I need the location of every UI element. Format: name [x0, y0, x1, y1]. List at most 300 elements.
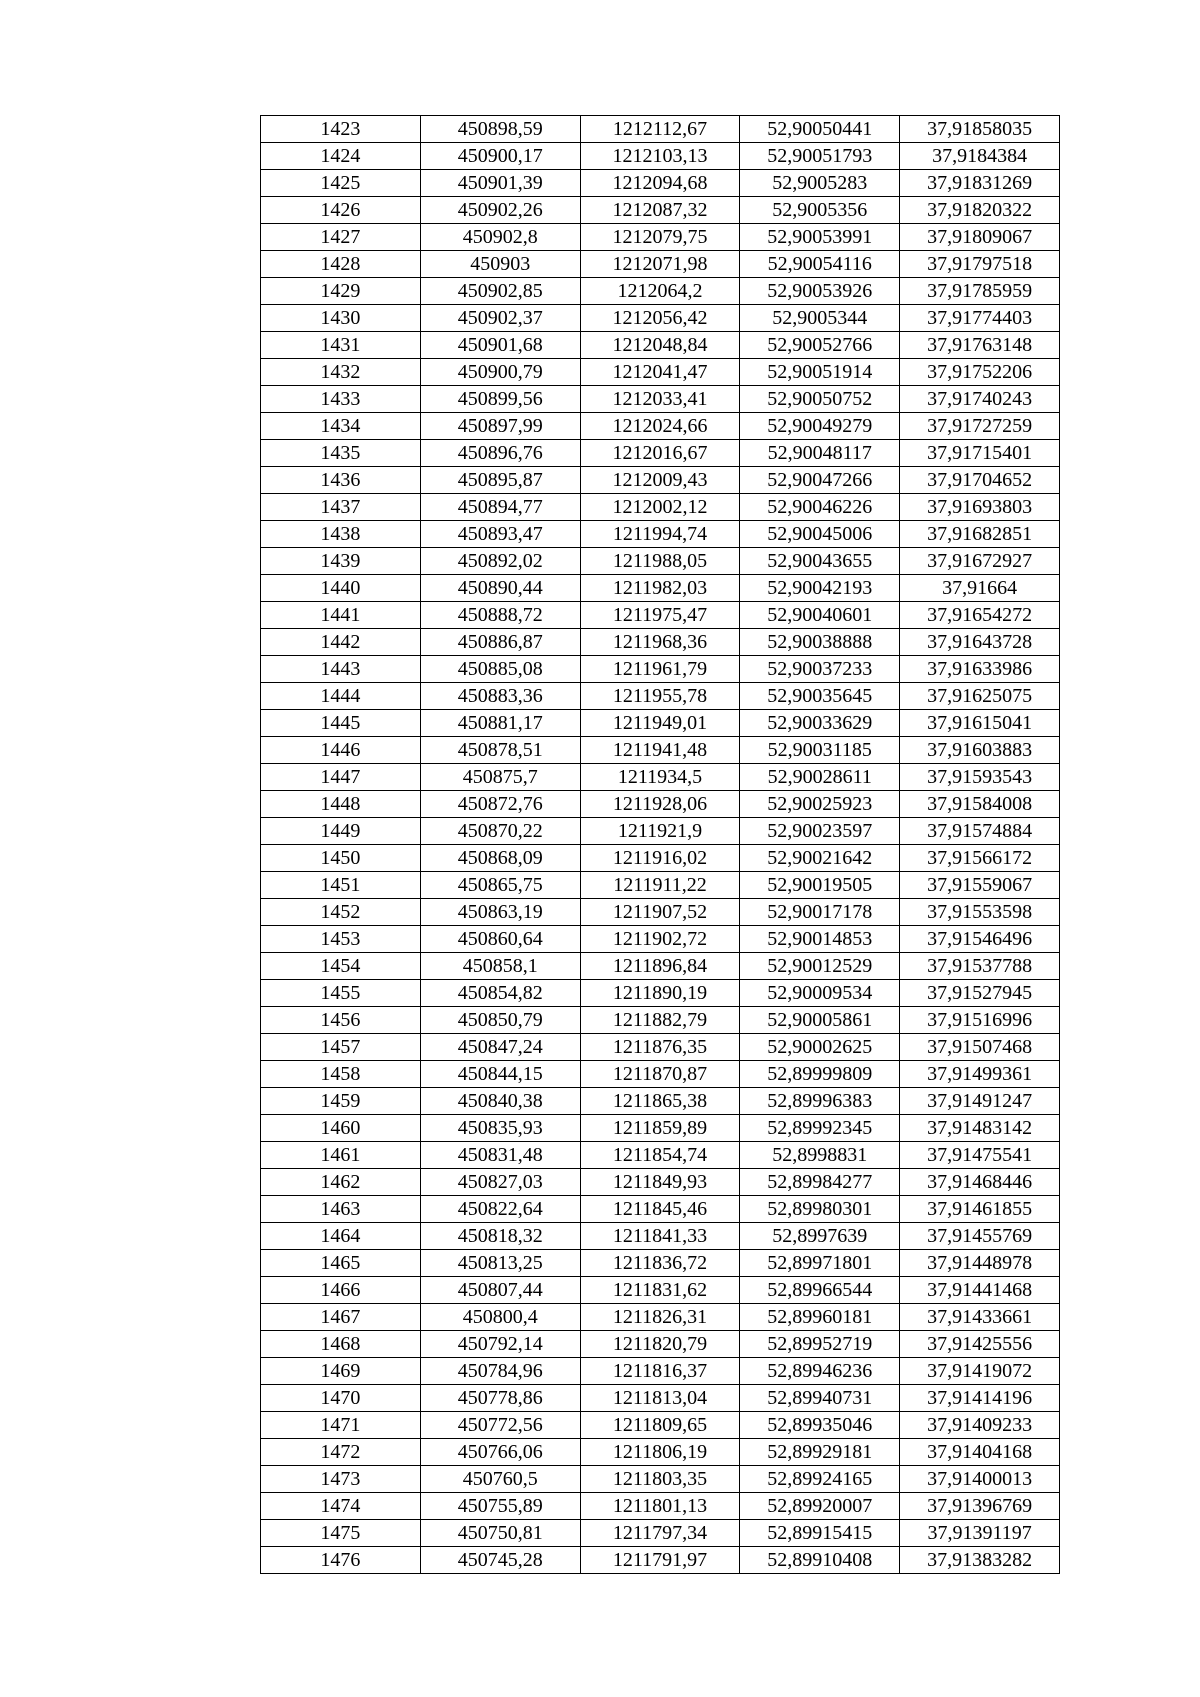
- y-coordinate-cell: 1211797,34: [580, 1520, 740, 1547]
- table-row: [261, 926, 1060, 953]
- point-number-cell: 1470: [261, 1385, 421, 1412]
- longitude-cell: 37,91553598: [900, 899, 1060, 926]
- point-number-cell: 1469: [261, 1358, 421, 1385]
- y-coordinate-cell: 1212041,47: [580, 359, 740, 386]
- latitude-cell: 52,90049279: [740, 413, 900, 440]
- latitude-cell: 52,9005283: [740, 170, 900, 197]
- longitude-cell: 37,91584008: [900, 791, 1060, 818]
- table-row: [261, 899, 1060, 926]
- point-number-cell: 1456: [261, 1007, 421, 1034]
- table-row: [261, 278, 1060, 305]
- latitude-cell: 52,90035645: [740, 683, 900, 710]
- point-number-cell: 1435: [261, 440, 421, 467]
- y-coordinate-cell: 1211982,03: [580, 575, 740, 602]
- latitude-cell: 52,90009534: [740, 980, 900, 1007]
- point-number-cell: 1458: [261, 1061, 421, 1088]
- latitude-cell: 52,90031185: [740, 737, 900, 764]
- y-coordinate-cell: 1211907,52: [580, 899, 740, 926]
- longitude-cell: 37,91603883: [900, 737, 1060, 764]
- y-coordinate-cell: 1211876,35: [580, 1034, 740, 1061]
- x-coordinate-cell: 450807,44: [420, 1277, 580, 1304]
- latitude-cell: 52,89960181: [740, 1304, 900, 1331]
- point-number-cell: 1439: [261, 548, 421, 575]
- x-coordinate-cell: 450885,08: [420, 656, 580, 683]
- x-coordinate-cell: 450840,38: [420, 1088, 580, 1115]
- point-number-cell: 1437: [261, 494, 421, 521]
- y-coordinate-cell: 1211902,72: [580, 926, 740, 953]
- latitude-cell: 52,90021642: [740, 845, 900, 872]
- point-number-cell: 1449: [261, 818, 421, 845]
- x-coordinate-cell: 450860,64: [420, 926, 580, 953]
- point-number-cell: 1475: [261, 1520, 421, 1547]
- latitude-cell: 52,90043655: [740, 548, 900, 575]
- y-coordinate-cell: 1212002,12: [580, 494, 740, 521]
- point-number-cell: 1445: [261, 710, 421, 737]
- longitude-cell: 37,91441468: [900, 1277, 1060, 1304]
- point-number-cell: 1450: [261, 845, 421, 872]
- latitude-cell: 52,90012529: [740, 953, 900, 980]
- point-number-cell: 1473: [261, 1466, 421, 1493]
- table-row: [261, 359, 1060, 386]
- latitude-cell: 52,90025923: [740, 791, 900, 818]
- y-coordinate-cell: 1212071,98: [580, 251, 740, 278]
- y-coordinate-cell: 1212056,42: [580, 305, 740, 332]
- x-coordinate-cell: 450895,87: [420, 467, 580, 494]
- table-row: [261, 305, 1060, 332]
- table-row: [261, 953, 1060, 980]
- latitude-cell: 52,8998831: [740, 1142, 900, 1169]
- latitude-cell: 52,90053926: [740, 278, 900, 305]
- latitude-cell: 52,90051914: [740, 359, 900, 386]
- longitude-cell: 37,91740243: [900, 386, 1060, 413]
- x-coordinate-cell: 450813,25: [420, 1250, 580, 1277]
- table-row: [261, 1466, 1060, 1493]
- y-coordinate-cell: 1211803,35: [580, 1466, 740, 1493]
- x-coordinate-cell: 450902,8: [420, 224, 580, 251]
- point-number-cell: 1441: [261, 602, 421, 629]
- table-row: [261, 980, 1060, 1007]
- x-coordinate-cell: 450755,89: [420, 1493, 580, 1520]
- latitude-cell: 52,90019505: [740, 872, 900, 899]
- y-coordinate-cell: 1212087,32: [580, 197, 740, 224]
- point-number-cell: 1429: [261, 278, 421, 305]
- longitude-cell: 37,91693803: [900, 494, 1060, 521]
- point-number-cell: 1428: [261, 251, 421, 278]
- x-coordinate-cell: 450835,93: [420, 1115, 580, 1142]
- point-number-cell: 1462: [261, 1169, 421, 1196]
- point-number-cell: 1436: [261, 467, 421, 494]
- x-coordinate-cell: 450890,44: [420, 575, 580, 602]
- y-coordinate-cell: 1211941,48: [580, 737, 740, 764]
- latitude-cell: 52,90038888: [740, 629, 900, 656]
- table-row: [261, 818, 1060, 845]
- latitude-cell: 52,89929181: [740, 1439, 900, 1466]
- latitude-cell: 52,89992345: [740, 1115, 900, 1142]
- y-coordinate-cell: 1211813,04: [580, 1385, 740, 1412]
- x-coordinate-cell: 450894,77: [420, 494, 580, 521]
- y-coordinate-cell: 1211961,79: [580, 656, 740, 683]
- y-coordinate-cell: 1211994,74: [580, 521, 740, 548]
- latitude-cell: 52,8997639: [740, 1223, 900, 1250]
- coordinates-table-body: [261, 116, 1060, 1574]
- y-coordinate-cell: 1212079,75: [580, 224, 740, 251]
- y-coordinate-cell: 1211816,37: [580, 1358, 740, 1385]
- table-row: [261, 1142, 1060, 1169]
- y-coordinate-cell: 1211911,22: [580, 872, 740, 899]
- point-number-cell: 1443: [261, 656, 421, 683]
- y-coordinate-cell: 1212094,68: [580, 170, 740, 197]
- y-coordinate-cell: 1212064,2: [580, 278, 740, 305]
- point-number-cell: 1459: [261, 1088, 421, 1115]
- table-row: [261, 170, 1060, 197]
- y-coordinate-cell: 1211896,84: [580, 953, 740, 980]
- x-coordinate-cell: 450900,79: [420, 359, 580, 386]
- longitude-cell: 37,91643728: [900, 629, 1060, 656]
- longitude-cell: 37,91763148: [900, 332, 1060, 359]
- x-coordinate-cell: 450883,36: [420, 683, 580, 710]
- latitude-cell: 52,90045006: [740, 521, 900, 548]
- longitude-cell: 37,91433661: [900, 1304, 1060, 1331]
- x-coordinate-cell: 450778,86: [420, 1385, 580, 1412]
- longitude-cell: 37,91546496: [900, 926, 1060, 953]
- longitude-cell: 37,91858035: [900, 116, 1060, 143]
- x-coordinate-cell: 450750,81: [420, 1520, 580, 1547]
- table-row: [261, 440, 1060, 467]
- latitude-cell: 52,90054116: [740, 251, 900, 278]
- point-number-cell: 1427: [261, 224, 421, 251]
- x-coordinate-cell: 450901,39: [420, 170, 580, 197]
- longitude-cell: 37,91752206: [900, 359, 1060, 386]
- table-row: [261, 710, 1060, 737]
- x-coordinate-cell: 450899,56: [420, 386, 580, 413]
- table-row: [261, 494, 1060, 521]
- point-number-cell: 1463: [261, 1196, 421, 1223]
- latitude-cell: 52,90050441: [740, 116, 900, 143]
- table-row: [261, 1439, 1060, 1466]
- y-coordinate-cell: 1212112,67: [580, 116, 740, 143]
- longitude-cell: 37,91516996: [900, 1007, 1060, 1034]
- x-coordinate-cell: 450822,64: [420, 1196, 580, 1223]
- table-row: [261, 1493, 1060, 1520]
- x-coordinate-cell: 450844,15: [420, 1061, 580, 1088]
- longitude-cell: 37,91625075: [900, 683, 1060, 710]
- latitude-cell: 52,90050752: [740, 386, 900, 413]
- longitude-cell: 37,91425556: [900, 1331, 1060, 1358]
- point-number-cell: 1476: [261, 1547, 421, 1574]
- table-row: [261, 521, 1060, 548]
- x-coordinate-cell: 450850,79: [420, 1007, 580, 1034]
- table-row: [261, 548, 1060, 575]
- latitude-cell: 52,90053991: [740, 224, 900, 251]
- y-coordinate-cell: 1211836,72: [580, 1250, 740, 1277]
- point-number-cell: 1467: [261, 1304, 421, 1331]
- table-row: [261, 1169, 1060, 1196]
- y-coordinate-cell: 1212033,41: [580, 386, 740, 413]
- table-row: [261, 1304, 1060, 1331]
- latitude-cell: 52,89952719: [740, 1331, 900, 1358]
- latitude-cell: 52,90040601: [740, 602, 900, 629]
- point-number-cell: 1461: [261, 1142, 421, 1169]
- point-number-cell: 1430: [261, 305, 421, 332]
- longitude-cell: 37,91633986: [900, 656, 1060, 683]
- x-coordinate-cell: 450900,17: [420, 143, 580, 170]
- longitude-cell: 37,91483142: [900, 1115, 1060, 1142]
- latitude-cell: 52,9005344: [740, 305, 900, 332]
- longitude-cell: 37,91559067: [900, 872, 1060, 899]
- x-coordinate-cell: 450800,4: [420, 1304, 580, 1331]
- latitude-cell: 52,89920007: [740, 1493, 900, 1520]
- longitude-cell: 37,91727259: [900, 413, 1060, 440]
- latitude-cell: 52,90048117: [740, 440, 900, 467]
- point-number-cell: 1460: [261, 1115, 421, 1142]
- y-coordinate-cell: 1212048,84: [580, 332, 740, 359]
- table-row: [261, 575, 1060, 602]
- longitude-cell: 37,91672927: [900, 548, 1060, 575]
- longitude-cell: 37,91537788: [900, 953, 1060, 980]
- table-row: [261, 791, 1060, 818]
- table-row: [261, 656, 1060, 683]
- longitude-cell: 37,91809067: [900, 224, 1060, 251]
- table-row: [261, 1007, 1060, 1034]
- x-coordinate-cell: 450886,87: [420, 629, 580, 656]
- longitude-cell: 37,91391197: [900, 1520, 1060, 1547]
- y-coordinate-cell: 1211841,33: [580, 1223, 740, 1250]
- y-coordinate-cell: 1211968,36: [580, 629, 740, 656]
- y-coordinate-cell: 1211865,38: [580, 1088, 740, 1115]
- x-coordinate-cell: 450858,1: [420, 953, 580, 980]
- table-row: [261, 1520, 1060, 1547]
- latitude-cell: 52,89999809: [740, 1061, 900, 1088]
- longitude-cell: 37,91820322: [900, 197, 1060, 224]
- table-row: [261, 386, 1060, 413]
- y-coordinate-cell: 1211826,31: [580, 1304, 740, 1331]
- point-number-cell: 1452: [261, 899, 421, 926]
- x-coordinate-cell: 450897,99: [420, 413, 580, 440]
- point-number-cell: 1468: [261, 1331, 421, 1358]
- latitude-cell: 52,89915415: [740, 1520, 900, 1547]
- table-row: [261, 1034, 1060, 1061]
- point-number-cell: 1472: [261, 1439, 421, 1466]
- y-coordinate-cell: 1211820,79: [580, 1331, 740, 1358]
- point-number-cell: 1442: [261, 629, 421, 656]
- point-number-cell: 1465: [261, 1250, 421, 1277]
- y-coordinate-cell: 1211831,62: [580, 1277, 740, 1304]
- latitude-cell: 52,89984277: [740, 1169, 900, 1196]
- table-row: [261, 1196, 1060, 1223]
- latitude-cell: 52,90047266: [740, 467, 900, 494]
- table-row: [261, 1223, 1060, 1250]
- latitude-cell: 52,89924165: [740, 1466, 900, 1493]
- point-number-cell: 1474: [261, 1493, 421, 1520]
- x-coordinate-cell: 450865,75: [420, 872, 580, 899]
- longitude-cell: 37,91831269: [900, 170, 1060, 197]
- x-coordinate-cell: 450863,19: [420, 899, 580, 926]
- y-coordinate-cell: 1211988,05: [580, 548, 740, 575]
- x-coordinate-cell: 450831,48: [420, 1142, 580, 1169]
- longitude-cell: 37,9184384: [900, 143, 1060, 170]
- point-number-cell: 1453: [261, 926, 421, 953]
- point-number-cell: 1466: [261, 1277, 421, 1304]
- point-number-cell: 1425: [261, 170, 421, 197]
- table-row: [261, 1385, 1060, 1412]
- latitude-cell: 52,90005861: [740, 1007, 900, 1034]
- x-coordinate-cell: 450868,09: [420, 845, 580, 872]
- latitude-cell: 52,89935046: [740, 1412, 900, 1439]
- y-coordinate-cell: 1212016,67: [580, 440, 740, 467]
- y-coordinate-cell: 1211849,93: [580, 1169, 740, 1196]
- y-coordinate-cell: 1211921,9: [580, 818, 740, 845]
- y-coordinate-cell: 1211934,5: [580, 764, 740, 791]
- y-coordinate-cell: 1211859,89: [580, 1115, 740, 1142]
- table-row: [261, 467, 1060, 494]
- y-coordinate-cell: 1211928,06: [580, 791, 740, 818]
- longitude-cell: 37,91491247: [900, 1088, 1060, 1115]
- table-row: [261, 683, 1060, 710]
- longitude-cell: 37,91455769: [900, 1223, 1060, 1250]
- point-number-cell: 1464: [261, 1223, 421, 1250]
- longitude-cell: 37,91400013: [900, 1466, 1060, 1493]
- x-coordinate-cell: 450784,96: [420, 1358, 580, 1385]
- table-row: [261, 737, 1060, 764]
- point-number-cell: 1440: [261, 575, 421, 602]
- longitude-cell: 37,91774403: [900, 305, 1060, 332]
- y-coordinate-cell: 1211890,19: [580, 980, 740, 1007]
- point-number-cell: 1471: [261, 1412, 421, 1439]
- latitude-cell: 52,90052766: [740, 332, 900, 359]
- longitude-cell: 37,91409233: [900, 1412, 1060, 1439]
- longitude-cell: 37,91404168: [900, 1439, 1060, 1466]
- point-number-cell: 1454: [261, 953, 421, 980]
- point-number-cell: 1451: [261, 872, 421, 899]
- table-row: [261, 1547, 1060, 1574]
- point-number-cell: 1448: [261, 791, 421, 818]
- latitude-cell: 52,89996383: [740, 1088, 900, 1115]
- y-coordinate-cell: 1212009,43: [580, 467, 740, 494]
- point-number-cell: 1426: [261, 197, 421, 224]
- longitude-cell: 37,91574884: [900, 818, 1060, 845]
- x-coordinate-cell: 450818,32: [420, 1223, 580, 1250]
- y-coordinate-cell: 1211791,97: [580, 1547, 740, 1574]
- x-coordinate-cell: 450888,72: [420, 602, 580, 629]
- longitude-cell: 37,91468446: [900, 1169, 1060, 1196]
- longitude-cell: 37,91682851: [900, 521, 1060, 548]
- table-row: [261, 224, 1060, 251]
- x-coordinate-cell: 450898,59: [420, 116, 580, 143]
- table-row: [261, 1277, 1060, 1304]
- latitude-cell: 52,90037233: [740, 656, 900, 683]
- point-number-cell: 1444: [261, 683, 421, 710]
- latitude-cell: 52,90033629: [740, 710, 900, 737]
- longitude-cell: 37,91704652: [900, 467, 1060, 494]
- x-coordinate-cell: 450745,28: [420, 1547, 580, 1574]
- y-coordinate-cell: 1212103,13: [580, 143, 740, 170]
- longitude-cell: 37,91507468: [900, 1034, 1060, 1061]
- y-coordinate-cell: 1211801,13: [580, 1493, 740, 1520]
- x-coordinate-cell: 450847,24: [420, 1034, 580, 1061]
- latitude-cell: 52,90051793: [740, 143, 900, 170]
- latitude-cell: 52,90014853: [740, 926, 900, 953]
- x-coordinate-cell: 450892,02: [420, 548, 580, 575]
- point-number-cell: 1447: [261, 764, 421, 791]
- point-number-cell: 1433: [261, 386, 421, 413]
- y-coordinate-cell: 1211870,87: [580, 1061, 740, 1088]
- table-row: [261, 629, 1060, 656]
- latitude-cell: 52,90042193: [740, 575, 900, 602]
- y-coordinate-cell: 1211806,19: [580, 1439, 740, 1466]
- y-coordinate-cell: 1211975,47: [580, 602, 740, 629]
- x-coordinate-cell: 450903: [420, 251, 580, 278]
- x-coordinate-cell: 450875,7: [420, 764, 580, 791]
- y-coordinate-cell: 1211809,65: [580, 1412, 740, 1439]
- latitude-cell: 52,90046226: [740, 494, 900, 521]
- x-coordinate-cell: 450760,5: [420, 1466, 580, 1493]
- x-coordinate-cell: 450872,76: [420, 791, 580, 818]
- y-coordinate-cell: 1211845,46: [580, 1196, 740, 1223]
- longitude-cell: 37,91593543: [900, 764, 1060, 791]
- point-number-cell: 1446: [261, 737, 421, 764]
- table-row: [261, 872, 1060, 899]
- longitude-cell: 37,91527945: [900, 980, 1060, 1007]
- x-coordinate-cell: 450893,47: [420, 521, 580, 548]
- x-coordinate-cell: 450901,68: [420, 332, 580, 359]
- point-number-cell: 1457: [261, 1034, 421, 1061]
- latitude-cell: 52,89946236: [740, 1358, 900, 1385]
- latitude-cell: 52,89980301: [740, 1196, 900, 1223]
- point-number-cell: 1423: [261, 116, 421, 143]
- x-coordinate-cell: 450854,82: [420, 980, 580, 1007]
- longitude-cell: 37,91664: [900, 575, 1060, 602]
- longitude-cell: 37,91396769: [900, 1493, 1060, 1520]
- longitude-cell: 37,91785959: [900, 278, 1060, 305]
- coordinates-table: [260, 115, 1060, 1574]
- x-coordinate-cell: 450792,14: [420, 1331, 580, 1358]
- point-number-cell: 1455: [261, 980, 421, 1007]
- latitude-cell: 52,89966544: [740, 1277, 900, 1304]
- longitude-cell: 37,91615041: [900, 710, 1060, 737]
- table-row: [261, 1115, 1060, 1142]
- latitude-cell: 52,89910408: [740, 1547, 900, 1574]
- longitude-cell: 37,91654272: [900, 602, 1060, 629]
- x-coordinate-cell: 450870,22: [420, 818, 580, 845]
- table-row: [261, 1412, 1060, 1439]
- point-number-cell: 1434: [261, 413, 421, 440]
- x-coordinate-cell: 450896,76: [420, 440, 580, 467]
- table-row: [261, 143, 1060, 170]
- x-coordinate-cell: 450766,06: [420, 1439, 580, 1466]
- longitude-cell: 37,91715401: [900, 440, 1060, 467]
- y-coordinate-cell: 1211882,79: [580, 1007, 740, 1034]
- table-row: [261, 1331, 1060, 1358]
- latitude-cell: 52,89971801: [740, 1250, 900, 1277]
- longitude-cell: 37,91797518: [900, 251, 1060, 278]
- x-coordinate-cell: 450827,03: [420, 1169, 580, 1196]
- point-number-cell: 1431: [261, 332, 421, 359]
- x-coordinate-cell: 450902,85: [420, 278, 580, 305]
- longitude-cell: 37,91566172: [900, 845, 1060, 872]
- point-number-cell: 1438: [261, 521, 421, 548]
- latitude-cell: 52,90002625: [740, 1034, 900, 1061]
- y-coordinate-cell: 1212024,66: [580, 413, 740, 440]
- y-coordinate-cell: 1211854,74: [580, 1142, 740, 1169]
- table-row: [261, 845, 1060, 872]
- table-row: [261, 764, 1060, 791]
- latitude-cell: 52,90017178: [740, 899, 900, 926]
- latitude-cell: 52,89940731: [740, 1385, 900, 1412]
- y-coordinate-cell: 1211916,02: [580, 845, 740, 872]
- longitude-cell: 37,91448978: [900, 1250, 1060, 1277]
- longitude-cell: 37,91414196: [900, 1385, 1060, 1412]
- latitude-cell: 52,90023597: [740, 818, 900, 845]
